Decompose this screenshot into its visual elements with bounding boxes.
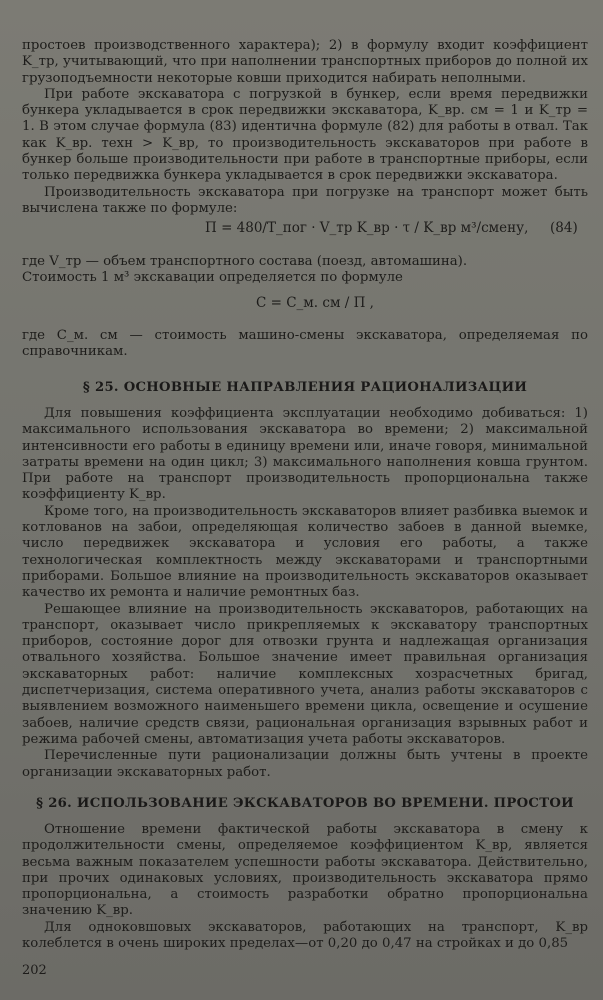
paragraph-continued: простоев производственного характера); 2) в формулу входит коэффициент K_тр, учитывающий, что при наполнении транспортных приборов до полной их грузоподъемности некоторые ковши приходится набирать неполными.: [22, 38, 588, 86]
section-25-paragraph-4: Перечисленные пути рационализации должны быть учтены в проекте организации экскаваторных работ.: [22, 748, 588, 780]
section-26-paragraph-1: Отношение времени фактической работы экскаватора в смену к продолжительности смены, определяемое коэффициентом K_вр, является весьма важным показателем успешности работы экскаватора. Действительно, при прочих одинаковых условиях, производительность экскаватора прямо пропорциональна, а стоимость разработки обратно пропорциональна значению K_вр.: [22, 822, 588, 919]
formula-84-number: (84): [550, 220, 578, 236]
paragraph-cost-definition: где С_м. см — стоимость машино-смены экскаватора, определяемая по справочникам.: [22, 328, 588, 360]
formula-cost: С = С_м. см / П ,: [256, 295, 374, 311]
section-25-heading: § 25. ОСНОВНЫЕ НАПРАВЛЕНИЯ РАЦИОНАЛИЗАЦИИ: [82, 380, 528, 395]
section-25-paragraph-1: Для повышения коэффициента эксплуатации необходимо добиваться: 1) максимального использования экскаватора во времени; 2) максимальной интенсивности его работы в единицу времени или, иначе говоря, минимальной затраты времени на один цикл; 3) максимального наполнения ковша грунтом. При работе на транспорт производительность пропорциональна также коэффициенту K_вр.: [22, 406, 588, 503]
mid-text-block: [22, 254, 588, 287]
section-25-body: [22, 406, 588, 781]
paragraph-formula-intro: Производительность экскаватора при погрузке на транспорт может быть вычислена также по формуле:: [22, 184, 588, 216]
paragraph-cost-intro: Стоимость 1 м³ экскавации определяется по формуле: [22, 270, 403, 286]
paragraph-v-definition: где V_тр — объем транспортного состава (поезд, автомашина).: [22, 254, 468, 269]
section-26-paragraph-2: Для одноковшовых экскаваторов, работающих на транспорт, K_вр колеблется в очень широких пределах—от 0,20 до 0,47 на стройках и до 0,85: [22, 919, 588, 952]
formula-84: П = 480/T_пог · V_тр K_вр · τ / K_вр м³/смену,: [205, 220, 529, 236]
section-26-heading: § 26. ИСПОЛЬЗОВАНИЕ ЭКСКАВАТОРОВ ВО ВРЕМЕНИ. ПРОСТОИ: [36, 796, 574, 811]
paragraph-bunker: При работе экскаватора с погрузкой в бункер, если время передвижки бункера укладывается в срок передвижки экскаватора, K_вр. см = 1 и K_тр = 1. В этом случае формула (83) идентична формуле (82) для работы в отвал. Так как K_вр. техн > K_вр, то производительность экскаваторов при работе в бункер больше производительности при работе в транспортные приборы, если только передвижка бункера укладывается в срок передвижки экскаватора.: [22, 86, 588, 184]
section-25-paragraph-2: Кроме того, на производительность экскаваторов влияет разбивка выемок и котлованов на забои, определяющая количество забоев в данной выемке, число передвижек экскаватора и условия его работы, а также технологическая комплектность между экскаваторами и транспортными приборами. Большое влияние на производительность экскаваторов оказывает качество их ремонта и наличие ремонтных баз.: [22, 503, 588, 601]
after-cost-block: [22, 328, 588, 361]
page-number: 202: [22, 963, 47, 978]
top-text-block: [22, 38, 588, 217]
section-25-paragraph-3: Решающее влияние на производительность экскаваторов, работающих на транспорт, оказывает число прикрепляемых к экскаватору транспортных приборов, состояние дорог для отвозки грунта и надлежащая организация отвального хозяйства. Большое значение имеет правильная организация экскаваторных работ: наличие комплексных хозрасчетных бригад, диспетчеризация, система оперативного учета, анализ работы экскаваторов с выявлением возможного наименьшего времени цикла, освещение и осушение забоев, наличие средств связи, рациональная организация взрывных работ и режима рабочей смены, автоматизация учета работы экскаваторов.: [22, 601, 588, 747]
section-26-body: [22, 822, 588, 952]
